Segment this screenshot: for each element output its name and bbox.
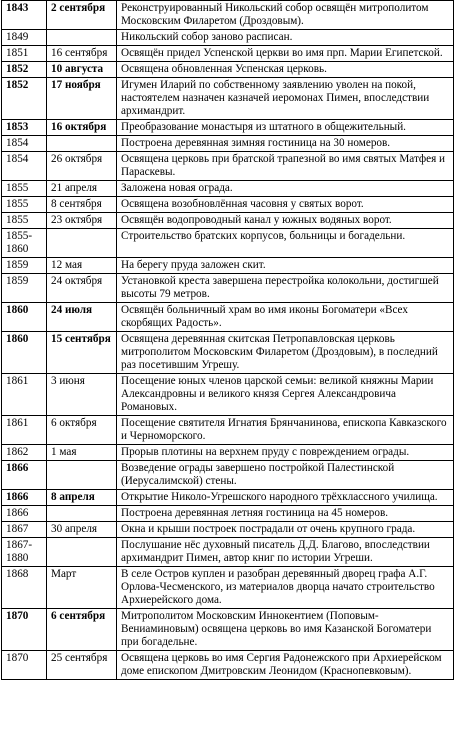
date-cell: 15 сентября	[47, 332, 117, 374]
year-cell: 1854	[2, 136, 47, 152]
event-cell: Заложена новая ограда.	[117, 181, 454, 197]
date-cell: 8 апреля	[47, 490, 117, 506]
year-cell: 1867-1880	[2, 538, 47, 567]
year-cell: 1861	[2, 416, 47, 445]
event-cell: Реконструированный Никольский собор освящён митрополитом Московским Филаретом (Дроздовым).	[117, 1, 454, 30]
year-cell: 1855-1860	[2, 229, 47, 258]
table-row	[2, 609, 454, 651]
date-cell	[47, 538, 117, 567]
date-cell: 3 июня	[47, 374, 117, 416]
year-cell: 1862	[2, 445, 47, 461]
event-cell: Прорыв плотины на верхнем пруду с повреждением ограды.	[117, 445, 454, 461]
event-cell: Послушание нёс духовный писатель Д.Д. Благово, впоследствии архимандрит Пимен, автор книг по истории Угреши.	[117, 538, 454, 567]
year-cell: 1855	[2, 181, 47, 197]
table-row	[2, 46, 454, 62]
table-row	[2, 651, 454, 680]
year-cell: 1859	[2, 258, 47, 274]
event-cell: Возведение ограды завершено постройкой Палестинской (Иерусалимской) стены.	[117, 461, 454, 490]
table-row	[2, 258, 454, 274]
table-row	[2, 303, 454, 332]
date-cell: 16 сентября	[47, 46, 117, 62]
table-row	[2, 30, 454, 46]
date-cell: 16 октября	[47, 120, 117, 136]
year-cell: 1868	[2, 567, 47, 609]
date-cell: 12 мая	[47, 258, 117, 274]
event-cell: Митрополитом Московским Иннокентием (Поповым-Вениаминовым) освящена церковь во имя Казанской Богоматери при богадельне.	[117, 609, 454, 651]
table-row	[2, 567, 454, 609]
year-cell: 1852	[2, 78, 47, 120]
table-row	[2, 506, 454, 522]
table-row	[2, 197, 454, 213]
table-row	[2, 1, 454, 30]
date-cell	[47, 30, 117, 46]
event-cell: Освящён больничный храм во имя иконы Богоматери «Всех скорбящих Радость».	[117, 303, 454, 332]
table-row	[2, 490, 454, 506]
date-cell: 30 апреля	[47, 522, 117, 538]
event-cell: На берегу пруда заложен скит.	[117, 258, 454, 274]
date-cell: 23 октября	[47, 213, 117, 229]
event-cell: Построена деревянная летняя гостиница на 45 номеров.	[117, 506, 454, 522]
table-row	[2, 213, 454, 229]
chronology-table	[1, 0, 454, 680]
table-row	[2, 274, 454, 303]
event-cell: Открытие Николо-Угрешского народного трёхклассного училища.	[117, 490, 454, 506]
table-row	[2, 120, 454, 136]
table-row	[2, 332, 454, 374]
event-cell: Строительство братских корпусов, больницы и богадельни.	[117, 229, 454, 258]
date-cell: 1 мая	[47, 445, 117, 461]
table-row	[2, 181, 454, 197]
event-cell: Освящена возобновлённая часовня у святых ворот.	[117, 197, 454, 213]
table-row	[2, 136, 454, 152]
event-cell: Освящена деревянная скитская Петропавловская церковь митрополитом Московским Филаретом (Дроздовым), в последний раз посетившим Угрешу.	[117, 332, 454, 374]
event-cell: В селе Остров куплен и разобран деревянный дворец графа А.Г. Орлова-Чесменского, из материалов дворца начато строительство Архиерейского дома.	[117, 567, 454, 609]
date-cell: 10 августа	[47, 62, 117, 78]
event-cell: Преобразование монастыря из штатного в общежительный.	[117, 120, 454, 136]
event-cell: Освящена церковь во имя Сергия Радонежского при Архиерейском доме епископом Дмитровским Леонидом (Краснопевковым).	[117, 651, 454, 680]
table-row	[2, 538, 454, 567]
table-row	[2, 229, 454, 258]
year-cell: 1843	[2, 1, 47, 30]
year-cell: 1870	[2, 651, 47, 680]
table-row	[2, 461, 454, 490]
year-cell: 1855	[2, 197, 47, 213]
event-cell: Никольский собор заново расписан.	[117, 30, 454, 46]
event-cell: Окна и крыши построек пострадали от очень крупного града.	[117, 522, 454, 538]
year-cell: 1860	[2, 332, 47, 374]
year-cell: 1861	[2, 374, 47, 416]
event-cell: Установкой креста завершена перестройка колокольни, достигшей высоты 79 метров.	[117, 274, 454, 303]
year-cell: 1854	[2, 152, 47, 181]
date-cell	[47, 461, 117, 490]
year-cell: 1867	[2, 522, 47, 538]
year-cell: 1851	[2, 46, 47, 62]
year-cell: 1860	[2, 303, 47, 332]
year-cell: 1870	[2, 609, 47, 651]
table-row	[2, 374, 454, 416]
event-cell: Освящена церковь при братской трапезной во имя святых Матфея и Параскевы.	[117, 152, 454, 181]
table-row	[2, 78, 454, 120]
table-row	[2, 522, 454, 538]
date-cell: 24 октября	[47, 274, 117, 303]
date-cell	[47, 229, 117, 258]
date-cell: 25 сентября	[47, 651, 117, 680]
year-cell: 1853	[2, 120, 47, 136]
date-cell	[47, 506, 117, 522]
table-row	[2, 62, 454, 78]
date-cell: 21 апреля	[47, 181, 117, 197]
chronology-table-body	[2, 1, 454, 680]
table-row	[2, 152, 454, 181]
event-cell: Освящена обновленная Успенская церковь.	[117, 62, 454, 78]
date-cell: 6 сентября	[47, 609, 117, 651]
year-cell: 1866	[2, 490, 47, 506]
year-cell: 1866	[2, 506, 47, 522]
date-cell: 8 сентября	[47, 197, 117, 213]
year-cell: 1852	[2, 62, 47, 78]
event-cell: Игумен Иларий по собственному заявлению уволен на покой, настоятелем назначен казначей иеромонах Пимен, впоследствии архимандрит.	[117, 78, 454, 120]
event-cell: Освящён придел Успенской церкви во имя прп. Марии Египетской.	[117, 46, 454, 62]
date-cell: Март	[47, 567, 117, 609]
date-cell: 24 июля	[47, 303, 117, 332]
date-cell: 26 октября	[47, 152, 117, 181]
year-cell: 1866	[2, 461, 47, 490]
event-cell: Освящён водопроводный канал у южных водяных ворот.	[117, 213, 454, 229]
date-cell: 6 октября	[47, 416, 117, 445]
year-cell: 1849	[2, 30, 47, 46]
year-cell: 1859	[2, 274, 47, 303]
table-row	[2, 445, 454, 461]
event-cell: Построена деревянная зимняя гостиница на 30 номеров.	[117, 136, 454, 152]
year-cell: 1855	[2, 213, 47, 229]
event-cell: Посещение юных членов царской семьи: великой княжны Марии Александровны и великого князя Сергея Александровича Романовых.	[117, 374, 454, 416]
date-cell: 17 ноября	[47, 78, 117, 120]
date-cell	[47, 136, 117, 152]
table-row	[2, 416, 454, 445]
date-cell: 2 сентября	[47, 1, 117, 30]
event-cell: Посещение святителя Игнатия Брянчанинова, епископа Кавказского и Черноморского.	[117, 416, 454, 445]
